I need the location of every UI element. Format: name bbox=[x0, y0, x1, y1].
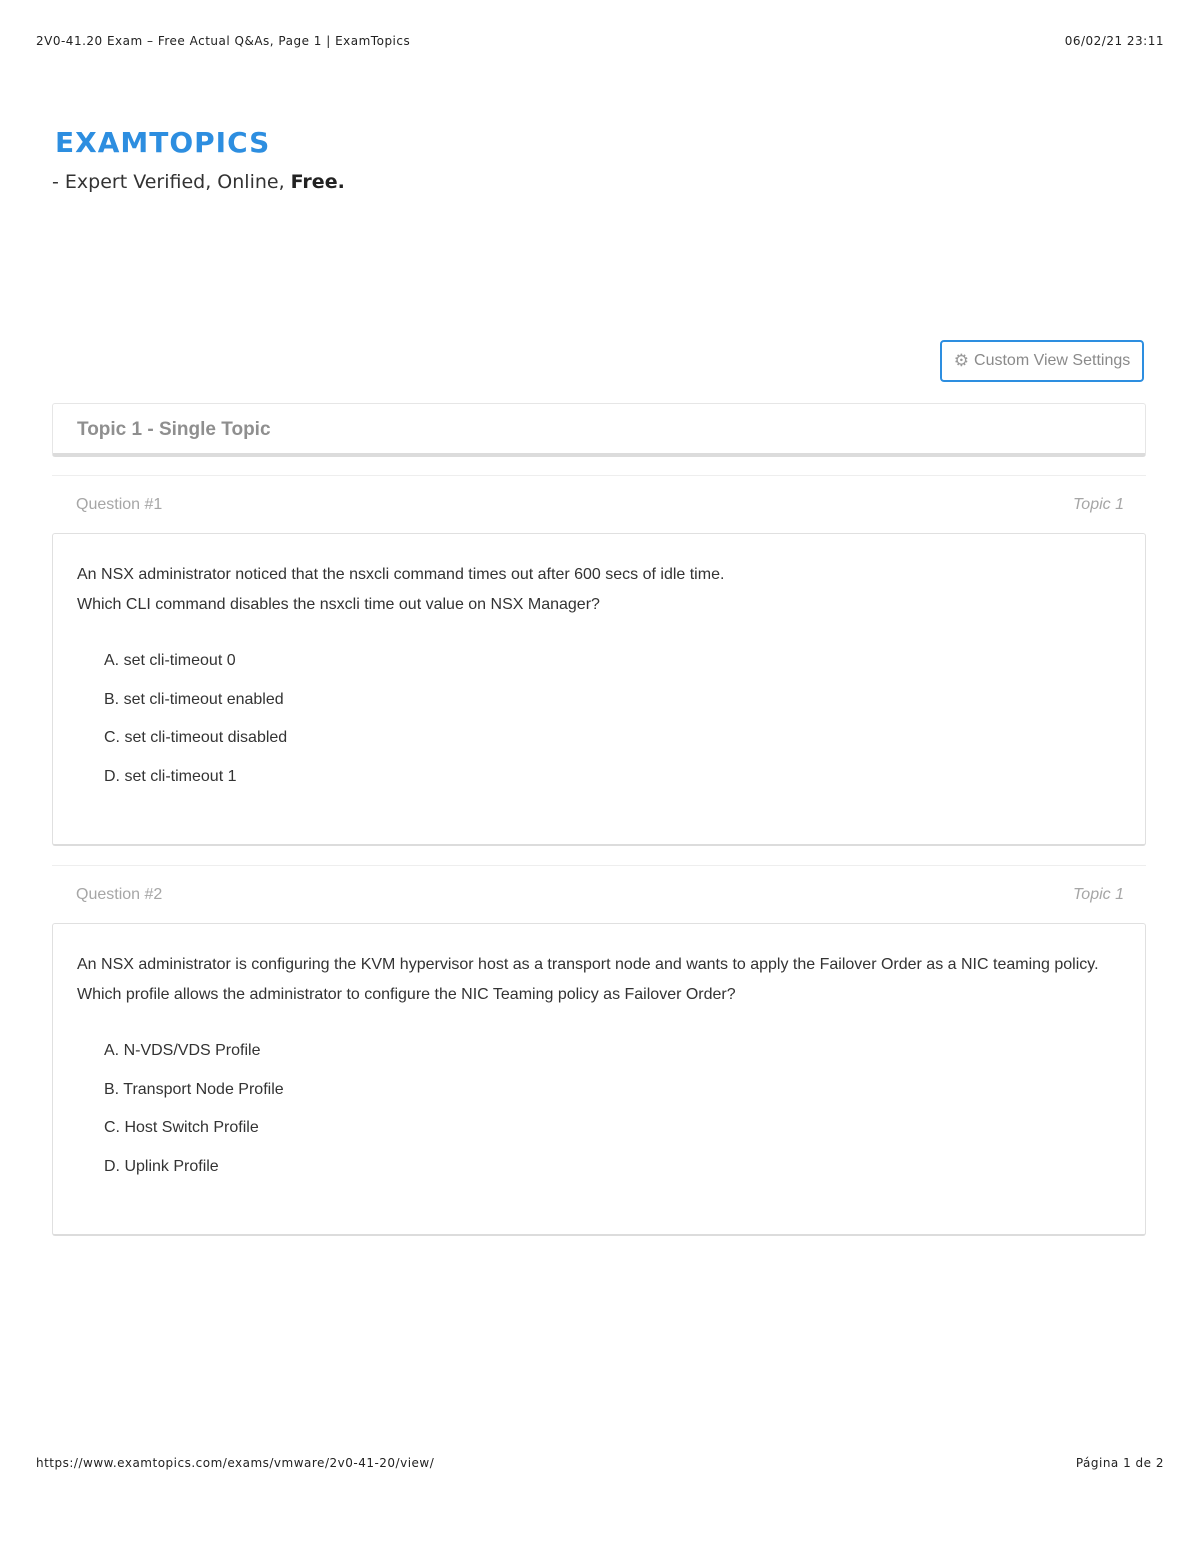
tagline bbox=[52, 171, 345, 193]
print-url[interactable]: https://www.examtopics.com/exams/vmware/2v0-41-20/view/ bbox=[36, 1456, 435, 1470]
tagline-free: Free. bbox=[290, 171, 345, 193]
question-header bbox=[52, 475, 1146, 533]
topic-header bbox=[52, 403, 1146, 457]
examtopics-logo[interactable]: EXAMTOPICS bbox=[55, 126, 271, 159]
custom-view-settings-button[interactable] bbox=[940, 340, 1144, 382]
question-text bbox=[77, 950, 1121, 1010]
answer-choices bbox=[104, 650, 287, 804]
question-header bbox=[52, 865, 1146, 923]
answer-choice-c[interactable]: C. set cli-timeout disabled bbox=[104, 729, 288, 746]
question-card bbox=[52, 533, 1146, 846]
print-footer bbox=[36, 1456, 1164, 1470]
answer-choice-d[interactable]: D. Uplink Profile bbox=[104, 1157, 219, 1175]
answer-choice-b[interactable]: B. Transport Node Profile bbox=[104, 1080, 284, 1098]
gear-icon: ⚙ bbox=[953, 351, 970, 370]
print-page-number: Página 1 de 2 bbox=[1075, 1456, 1164, 1470]
tagline-text: - Expert Verified, Online, bbox=[52, 171, 291, 193]
question-text-line: Which profile allows the administrator to configure the NIC Teaming policy as Failover Order? bbox=[77, 986, 736, 1003]
answer-choice-c[interactable]: C. Host Switch Profile bbox=[104, 1119, 259, 1136]
question-card bbox=[52, 923, 1146, 1236]
question-text-line: An NSX administrator noticed that the nsxcli command times out after 600 secs of idle time. bbox=[77, 566, 725, 583]
print-datetime: 06/02/21 23:11 bbox=[1064, 34, 1164, 48]
answer-choice-d[interactable]: D. set cli-timeout 1 bbox=[104, 767, 237, 785]
question-text bbox=[77, 560, 1121, 620]
question-topic: Topic 1 bbox=[1073, 885, 1124, 903]
question-text-line: Which CLI command disables the nsxcli time out value on NSX Manager? bbox=[77, 596, 600, 613]
custom-view-settings-label: Custom View Settings bbox=[974, 352, 1131, 369]
print-page-title: 2V0-41.20 Exam – Free Actual Q&As, Page 1 | ExamTopics bbox=[36, 34, 411, 48]
question-number: Question #1 bbox=[76, 495, 163, 513]
question-number: Question #2 bbox=[76, 885, 163, 903]
topic-title: Topic 1 - Single Topic bbox=[77, 419, 271, 440]
answer-choice-b[interactable]: B. set cli-timeout enabled bbox=[104, 690, 284, 708]
question-text-line: An NSX administrator is configuring the KVM hypervisor host as a transport node and wants to apply the Failover Order as a NIC teaming policy. bbox=[77, 956, 1099, 973]
answer-choice-a[interactable]: A. set cli-timeout 0 bbox=[104, 652, 236, 669]
answer-choices bbox=[104, 1040, 284, 1194]
question-topic: Topic 1 bbox=[1073, 495, 1124, 513]
print-header bbox=[36, 34, 1164, 48]
answer-choice-a[interactable]: A. N-VDS/VDS Profile bbox=[104, 1042, 261, 1059]
